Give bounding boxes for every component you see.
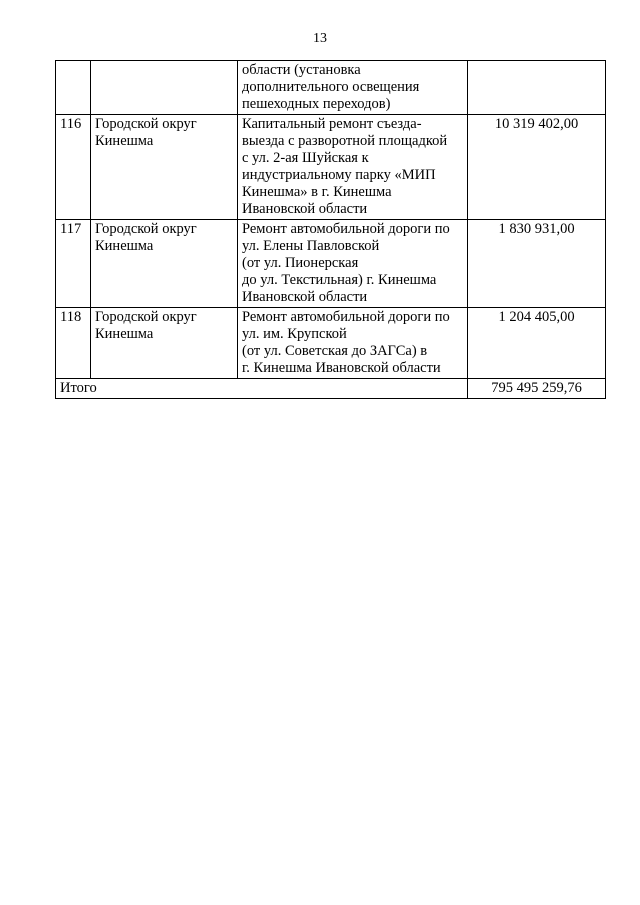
- total-amount: 795 495 259,76: [468, 379, 606, 399]
- row-number: 116: [56, 115, 91, 220]
- funding-table: [55, 60, 606, 399]
- object-cell: Ремонт автомобильной дороги по ул. Елены Павловской (от ул. Пионерская до ул. Текстильная) г. Кинешма Ивановской области: [238, 220, 468, 308]
- table-row: [56, 308, 606, 379]
- table-row: [56, 220, 606, 308]
- row-number: 118: [56, 308, 91, 379]
- municipality-cell: Городской округ Кинешма: [91, 308, 238, 379]
- municipality-cell: Городской округ Кинешма: [91, 115, 238, 220]
- object-cell: Капитальный ремонт съезда- выезда с разворотной площадкой с ул. 2-ая Шуйская к индустриальному парку «МИП Кинешма» в г. Кинешма Ивановской области: [238, 115, 468, 220]
- table-row: [56, 115, 606, 220]
- row-number: [56, 61, 91, 115]
- total-row: [56, 379, 606, 399]
- amount-cell: 10 319 402,00: [468, 115, 606, 220]
- amount-cell: 1 830 931,00: [468, 220, 606, 308]
- amount-cell: [468, 61, 606, 115]
- total-label: Итого: [56, 379, 468, 399]
- object-cell: области (установка дополнительного освещения пешеходных переходов): [238, 61, 468, 115]
- amount-cell: 1 204 405,00: [468, 308, 606, 379]
- object-cell: Ремонт автомобильной дороги по ул. им. Крупской (от ул. Советская до ЗАГСа) в г. Кинешма Ивановской области: [238, 308, 468, 379]
- table-row: [56, 61, 606, 115]
- row-number: 117: [56, 220, 91, 308]
- page-number: 13: [313, 31, 327, 46]
- municipality-cell: [91, 61, 238, 115]
- municipality-cell: Городской округ Кинешма: [91, 220, 238, 308]
